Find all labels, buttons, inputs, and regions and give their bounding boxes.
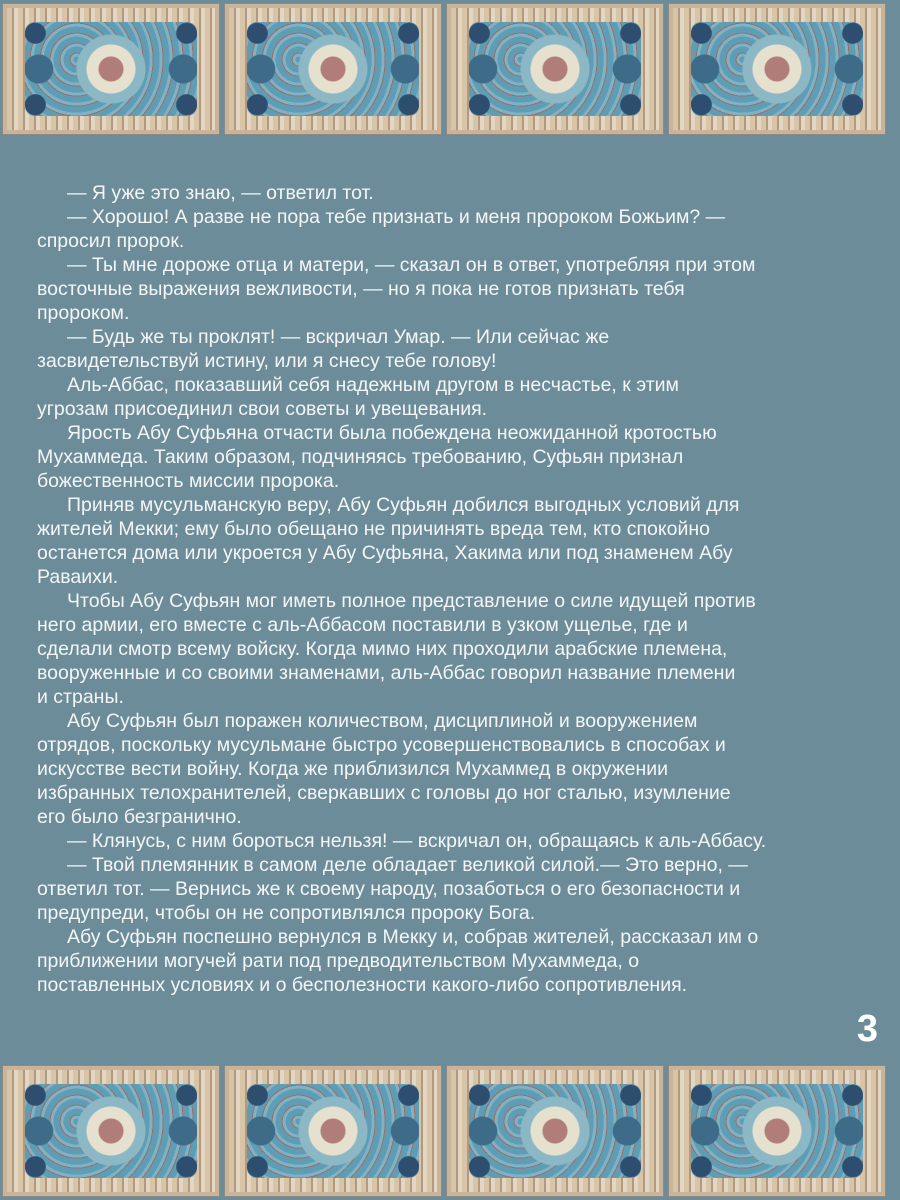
text-line: угрозам присоединил свои советы и увещевания. — [37, 398, 488, 420]
text-line: и страны. — [37, 686, 124, 708]
text-line: спросил пророк. — [37, 230, 185, 252]
text-line: Приняв мусульманскую веру, Абу Суфьян добился выгодных условий для — [67, 494, 740, 516]
paragraph — [37, 325, 887, 373]
page-number: 3 — [856, 1008, 878, 1050]
text-line: вооруженные и со своими знаменами, аль-Аббас говорил название племени — [37, 662, 736, 684]
text-line: Абу Суфьян поспешно вернулся в Мекку и, собрав жителей, рассказал им о — [67, 926, 759, 948]
paragraph — [37, 853, 887, 925]
text-line: пророком. — [37, 302, 130, 324]
text-line: засвидетельствуй истину, или я снесу тебе голову! — [37, 350, 497, 372]
carpet-image — [2, 1065, 220, 1197]
text-line: божественность миссии пророка. — [37, 470, 340, 492]
text-line: его было безгранично. — [37, 806, 242, 828]
text-line: останется дома или укроется у Абу Суфьяна, Хакима или под знаменем Абу — [37, 542, 733, 564]
paragraph — [37, 709, 887, 829]
text-line: Раваихи. — [37, 566, 119, 588]
carpet-image — [2, 3, 220, 135]
paragraph — [37, 589, 887, 709]
paragraph — [37, 373, 887, 421]
paragraph — [37, 925, 887, 997]
text-line: отрядов, поскольку мусульмане быстро усовершенствовались в способах и — [37, 734, 726, 756]
text-line: Абу Суфьян был поражен количеством, дисциплиной и вооружением — [67, 710, 698, 732]
text-line: — Я уже это знаю, — ответил тот. — [67, 182, 374, 204]
text-line: поставленных условиях и о бесполезности какого-либо сопротивления. — [37, 974, 688, 996]
paragraph — [37, 493, 887, 589]
carpet-image — [668, 3, 886, 135]
carpet-image — [224, 3, 442, 135]
text-line: — Клянусь, с ним бороться нельзя! — вскричал он, обращаясь к аль-Аббасу. — [67, 830, 767, 852]
text-line: Чтобы Абу Суфьян мог иметь полное представление о силе идущей против — [67, 590, 756, 612]
carpet-image — [446, 1065, 664, 1197]
carpet-image — [446, 3, 664, 135]
text-line: Аль-Аббас, показавший себя надежным другом в несчастье, к этим — [67, 374, 679, 396]
text-line: восточные выражения вежливости, — но я пока не готов признать тебя — [37, 278, 685, 300]
text-line: — Будь же ты проклят! — вскричал Умар. — Или сейчас же — [67, 326, 610, 348]
text-line: искусстве вести войну. Когда же приблизился Мухаммед в окружении — [37, 758, 669, 780]
body-text — [37, 181, 887, 997]
paragraph — [37, 829, 887, 853]
text-line: ответил тот. — Вернись же к своему народу, позаботься о его безопасности и — [37, 878, 741, 900]
carpet-image — [224, 1065, 442, 1197]
paragraph — [37, 181, 887, 205]
text-line: предупреди, чтобы он не сопротивлялся пророку Бога. — [37, 902, 536, 924]
text-line: — Хорошо! А разве не пора тебе признать и меня пророком Божьим? — — [67, 206, 726, 228]
top-carpet-border — [0, 0, 900, 138]
text-line: сделали смотр всему войску. Когда мимо них проходили арабские племена, — [37, 638, 728, 660]
carpet-image — [668, 1065, 886, 1197]
paragraph — [37, 253, 887, 325]
text-line: приближении могучей рати под предводительством Мухаммеда, о — [37, 950, 640, 972]
bottom-carpet-border — [0, 1062, 900, 1200]
text-line: Мухаммеда. Таким образом, подчиняясь требованию, Суфьян признал — [37, 446, 684, 468]
text-line: — Ты мне дороже отца и матери, — сказал он в ответ, употребляя при этом — [67, 254, 756, 276]
text-line: — Твой племянник в самом деле обладает великой силой.— Это верно, — — [67, 854, 748, 876]
paragraph — [37, 205, 887, 253]
text-line: Ярость Абу Суфьяна отчасти была побеждена неожиданной кротостью — [67, 422, 717, 444]
text-line: него армии, его вместе с аль-Аббасом поставили в узком ущелье, где и — [37, 614, 688, 636]
paragraph — [37, 421, 887, 493]
text-line: жителей Мекки; ему было обещано не причинять вреда тем, кто спокойно — [37, 518, 710, 540]
text-line: избранных телохранителей, сверкавших с головы до ног сталью, изумление — [37, 782, 731, 804]
